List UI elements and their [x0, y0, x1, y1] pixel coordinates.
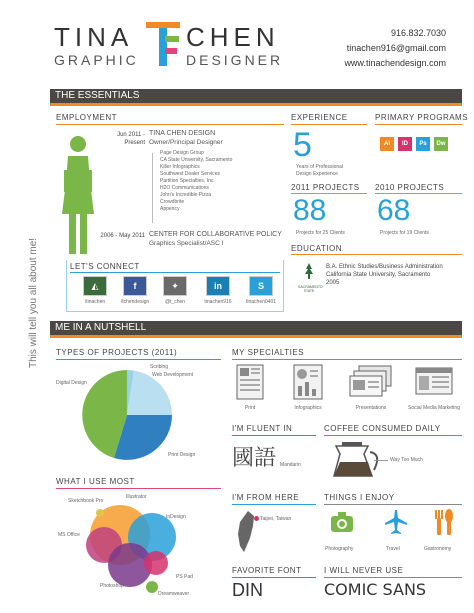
education-rule [291, 254, 462, 255]
tools-bubbles [70, 495, 220, 603]
programs-list [380, 137, 448, 151]
tool-label-dreamweaver: Dreamweaver [158, 591, 190, 597]
tool-label-sketchbook: Sketchbook Pro [68, 498, 104, 504]
nutshell-band: ME IN A NUTSHELL [50, 321, 462, 335]
specialties-list [234, 364, 464, 414]
education-year: 2005 [326, 280, 340, 286]
font-rule [232, 577, 316, 578]
from-title: I'M FROM HERE [232, 493, 300, 502]
chinese-characters: 國語 [232, 446, 277, 471]
projects-2011-title: 2011 PROJECTS [291, 183, 360, 192]
never-rule [324, 577, 462, 578]
tools-title: WHAT I USE MOST [56, 477, 135, 486]
connect-label: @t_chen [164, 299, 186, 305]
experience-years: 5 [293, 126, 312, 164]
specialty-presentations [346, 364, 396, 412]
specialty-print [234, 364, 266, 412]
illustrator-icon: Ai [380, 137, 394, 151]
job-2-role: Graphics Specialist/ASC I [149, 240, 224, 247]
from-place: Taipei, Taiwan [260, 516, 292, 522]
connect-label: /tchendesign [120, 299, 150, 305]
job-2-company: CENTER FOR COLLABORATIVE POLICY [149, 231, 282, 238]
essentials-accent [50, 103, 462, 106]
bubble-sketchbook [96, 509, 104, 517]
camera-icon [330, 510, 354, 534]
font-title: FAVORITE FONT [232, 566, 302, 575]
job-1-role: Owner/Principal Designer [149, 139, 223, 146]
enjoy-rule [324, 504, 462, 505]
employment-title: EMPLOYMENT [56, 113, 118, 122]
university-logo-text: SACRAMENTO STATE [298, 285, 323, 293]
education-title: EDUCATION [291, 244, 343, 253]
projects-2010-title: 2010 PROJECTS [375, 183, 445, 192]
specialty-infographics [286, 364, 330, 412]
enjoy-travel: Travel [386, 546, 400, 552]
specialties-rule [232, 359, 462, 360]
specialties-title: MY SPECIALTIES [232, 348, 305, 357]
photoshop-icon: Ps [416, 137, 430, 151]
experience-caption: Years of Professional Design Experience [296, 164, 344, 177]
never-title: I WILL NEVER USE [324, 566, 404, 575]
enjoy-title: THINGS I ENJOY [324, 493, 395, 502]
experience-title: EXPERIENCE [291, 113, 348, 122]
projects-2010-number: 68 [377, 194, 411, 227]
coffee-title: COFFEE CONSUMED DAILY [324, 424, 441, 433]
tool-label-ms-office: MS Office [58, 532, 80, 538]
pie-label-web: Web Development [152, 372, 194, 378]
connect-item-4[interactable] [241, 276, 281, 306]
connect-item-2[interactable] [160, 276, 190, 306]
pie-label-print: Print Design [168, 452, 196, 458]
infographics-icon [293, 364, 323, 400]
client-item: Crowdbrite [160, 199, 185, 205]
behance-icon[interactable]: ◭ [83, 276, 107, 296]
specialty-label: Infographics [294, 405, 322, 411]
bubble-ps-pad [144, 551, 168, 575]
client-item: Appency [160, 206, 180, 212]
side-tagline: This will tell you all about me! [28, 237, 39, 368]
client-item: Killer Infographics [160, 164, 200, 170]
university-seal-icon [300, 262, 318, 280]
first-name: TINA [54, 22, 134, 52]
specialty-label: Social Media Marketing [408, 405, 460, 411]
programs-rule [375, 124, 462, 125]
fluent-rule [232, 435, 316, 436]
from-rule [232, 504, 316, 505]
tool-label-ps-pad: PS Pad [176, 574, 193, 580]
enjoy-photography: Photography [325, 546, 354, 552]
tool-label-indesign: InDesign [166, 514, 186, 520]
job-2-dates: 2006 - May 2011 [100, 233, 145, 239]
dreamweaver-icon: Dw [434, 137, 448, 151]
skype-icon[interactable]: S [249, 276, 273, 296]
connect-item-1[interactable] [117, 276, 153, 306]
logo-mark [146, 22, 180, 66]
client-item: Southwest Dealer Services [160, 171, 221, 177]
tool-label-illustrator: Illustrator [126, 494, 147, 500]
client-item: Partition Specialties, Inc. [160, 178, 215, 184]
projects-2010-caption: Projects for 19 Clients [380, 230, 429, 236]
job-1-client-list [160, 150, 280, 213]
connect-title: LET'S CONNECT [70, 262, 140, 271]
indesign-icon: ID [398, 137, 412, 151]
client-item: H2O Communications [160, 185, 209, 191]
bubble-dreamweaver [146, 581, 158, 593]
title-left: GRAPHIC [54, 52, 139, 68]
education-details [326, 263, 466, 287]
client-item: Page Design Group [160, 150, 204, 156]
project-types-pie [82, 370, 172, 460]
connect-label: tinachen0401 [245, 299, 277, 305]
employment-rule [56, 124, 284, 125]
coffee-pointer-line [374, 460, 388, 461]
linkedin-icon[interactable]: in [206, 276, 230, 296]
coffee-label: Way Too Much [390, 457, 423, 463]
contact-block [306, 26, 446, 71]
tools-rule [56, 488, 221, 489]
projects-2011-caption: Projects for 25 Clients [296, 230, 345, 236]
client-item: CA State University, Sacramento [160, 157, 233, 163]
person-figure-icon [60, 134, 96, 258]
education-school: California State University, Sacramento [326, 272, 431, 278]
website-link[interactable]: www.tinachendesign.com [344, 58, 446, 68]
social-media-icon [414, 364, 454, 400]
essentials-band: THE ESSENTIALS [50, 89, 462, 103]
last-name: CHEN [186, 22, 280, 52]
education-degree: B.A. Ethnic Studies/Business Administration [326, 264, 443, 270]
experience-rule [291, 124, 367, 125]
job-1-company: TINA CHEN DESIGN [149, 130, 216, 137]
airplane-icon [384, 509, 408, 535]
specialty-label: Presentations [355, 405, 387, 411]
never-font-sample: COMIC SANS [324, 580, 427, 599]
pie-label-digital: Digital Design [56, 380, 87, 386]
title-right: DESIGNER [186, 52, 284, 68]
connect-label: tinachen916 [204, 299, 232, 305]
project-types-title: TYPES OF PROJECTS (2011) [56, 348, 178, 357]
utensils-icon [432, 508, 454, 536]
enjoy-gastronomy: Gastronomy [424, 546, 452, 552]
specialty-label: Print [244, 405, 256, 411]
specialty-social-media [402, 364, 466, 412]
connect-item-3[interactable] [200, 276, 236, 306]
fluent-language: Mandarin [280, 462, 301, 468]
favorite-font-sample: DIN [232, 580, 263, 600]
facebook-icon[interactable]: f [123, 276, 147, 296]
job-1-dates: Jun 2011 - Present [117, 132, 145, 146]
nutshell-accent [50, 335, 462, 338]
location-dot-icon [254, 516, 259, 521]
connect-item-0[interactable] [80, 276, 110, 306]
coffee-rule [324, 435, 462, 436]
timeline-line [152, 153, 153, 223]
fluent-title: I'M FLUENT IN [232, 424, 293, 433]
print-document-icon [236, 364, 264, 400]
connect-label: /tinachen [84, 299, 106, 305]
projects-2011-number: 88 [293, 194, 327, 227]
twitter-icon[interactable]: ✦ [163, 276, 187, 296]
phone: 916.832.7030 [390, 28, 446, 38]
pie-label-scribing: Scribing [150, 364, 169, 370]
project-types-rule [56, 359, 221, 360]
client-item: John's Incredible Pizza [160, 192, 211, 198]
email-link[interactable]: tinachen916@gmail.com [346, 43, 446, 53]
university-logo [298, 262, 323, 293]
programs-title: PRIMARY PROGRAMS [375, 113, 469, 122]
tool-label-photoshop: Photoshop [100, 583, 124, 589]
presentations-icon [349, 364, 393, 400]
